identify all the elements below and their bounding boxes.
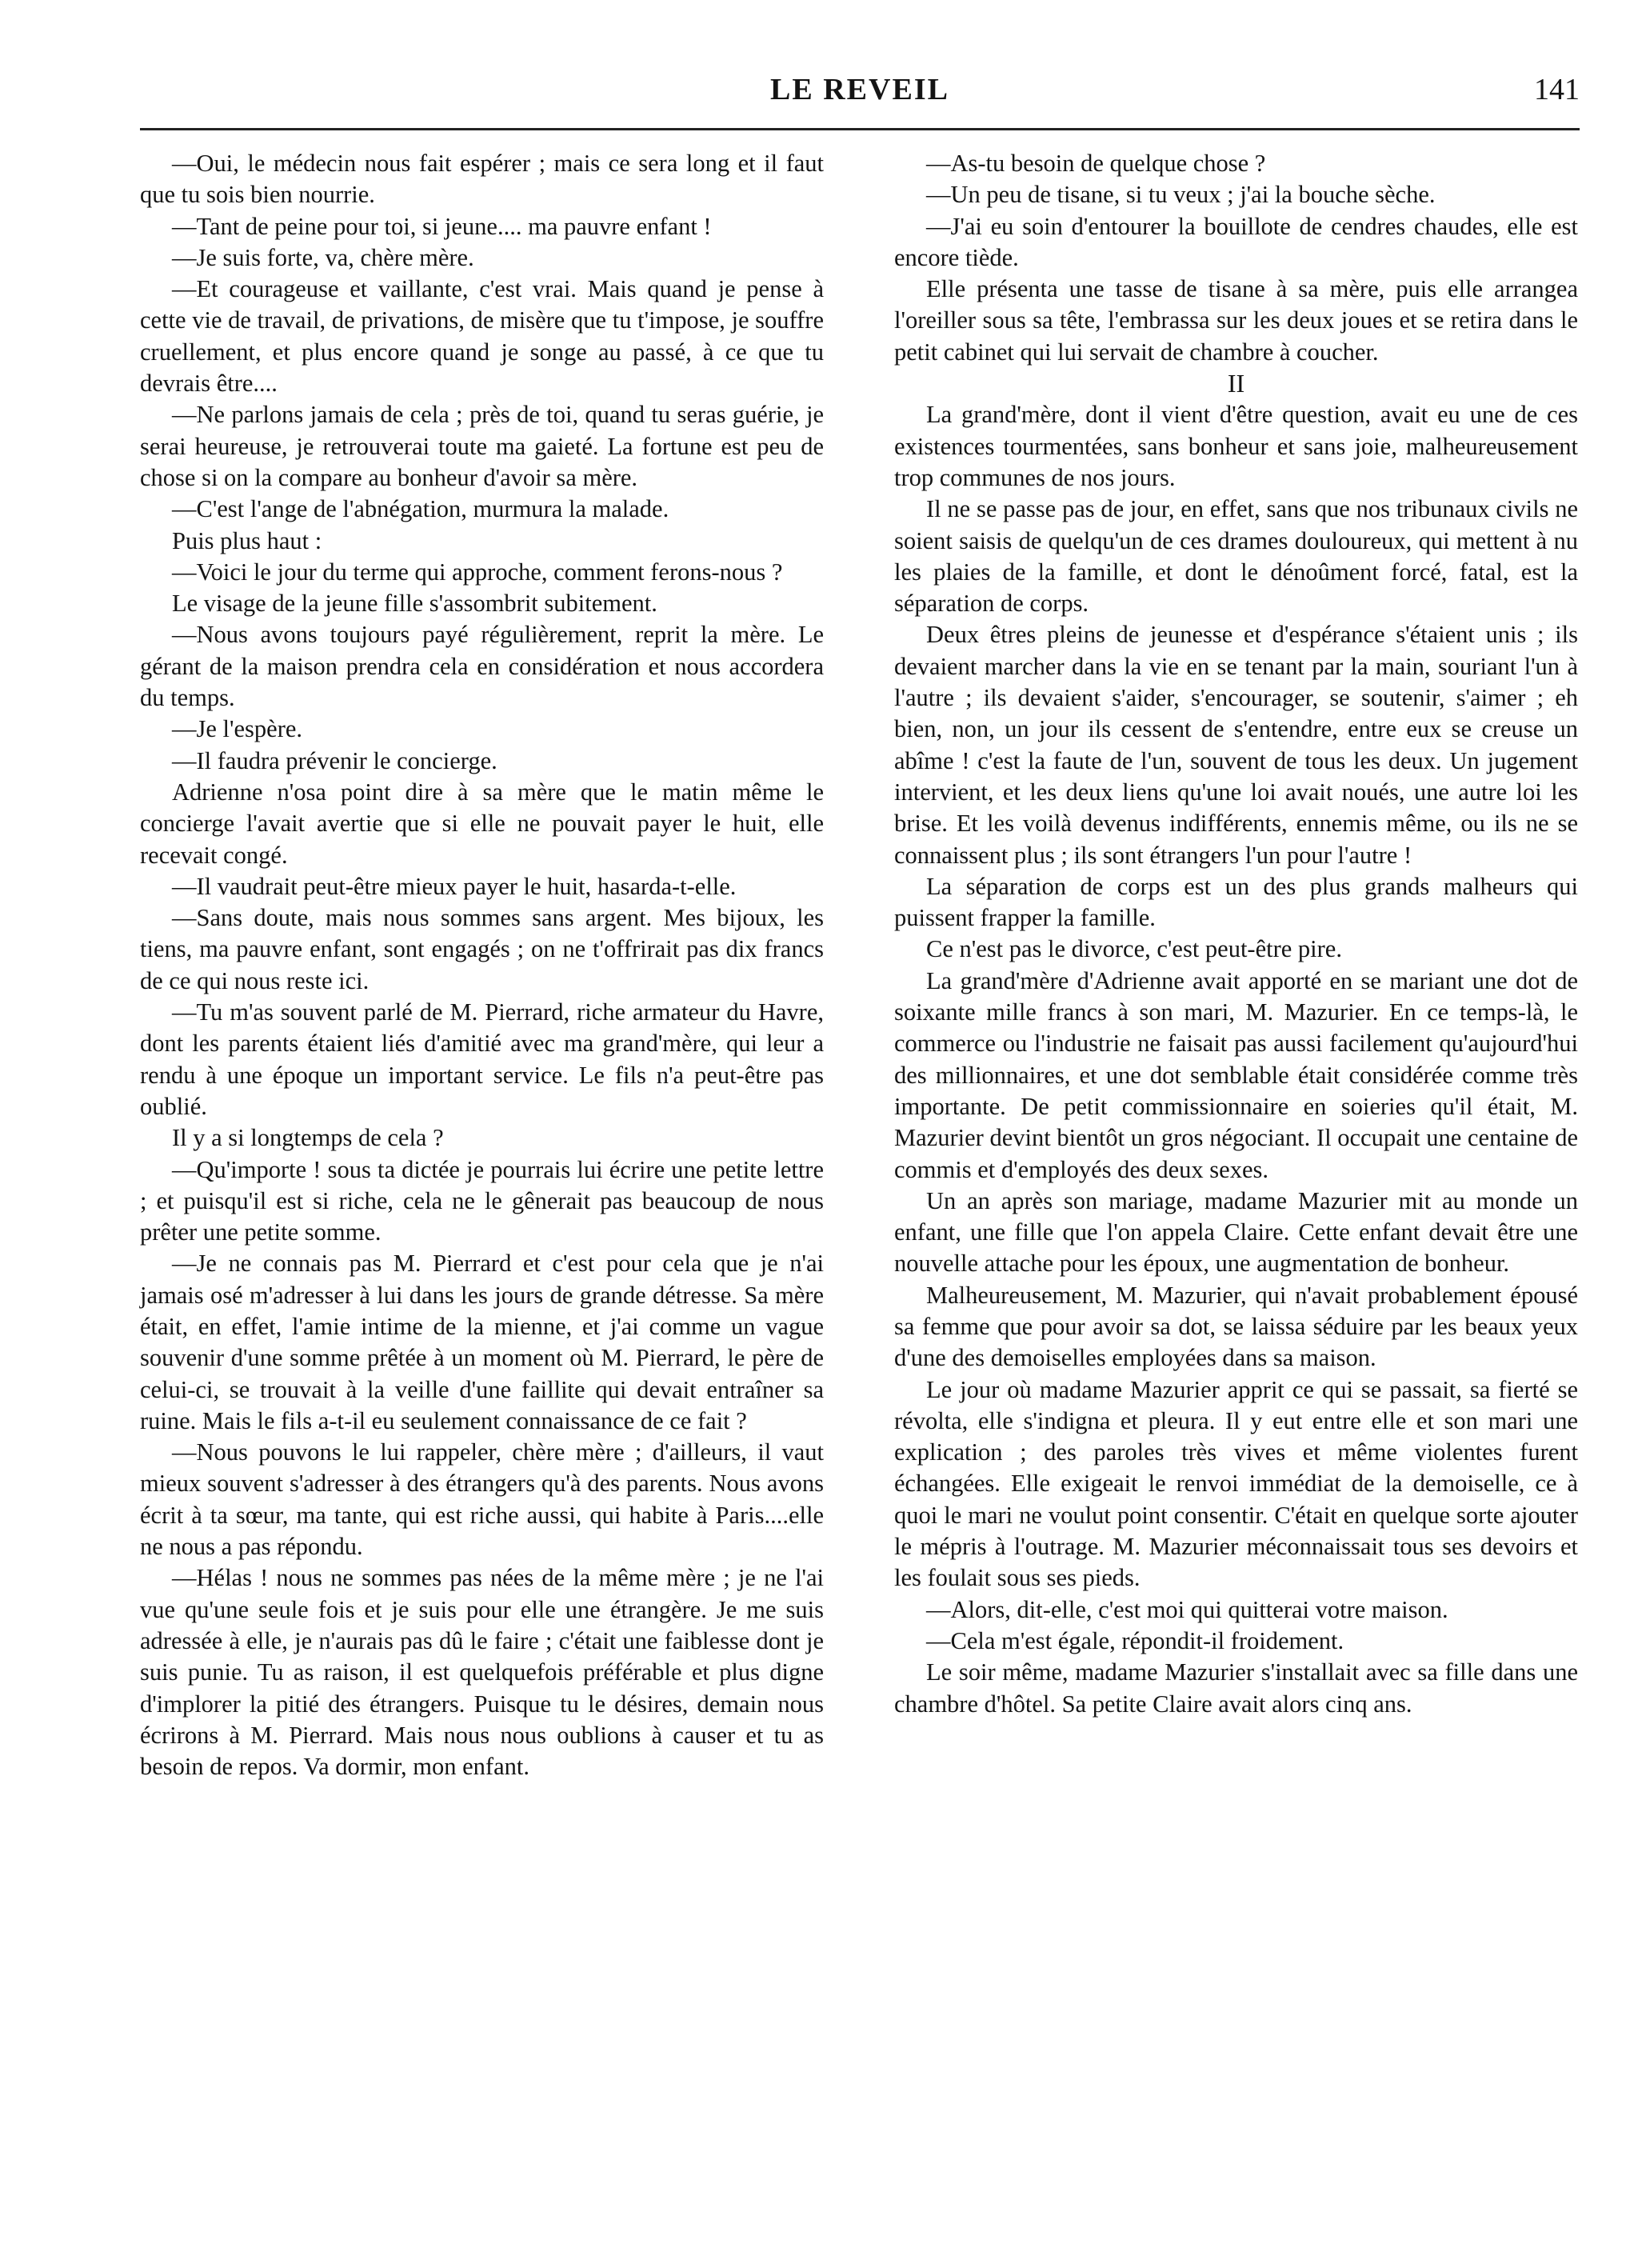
paragraph: —Ne parlons jamais de cela ; près de toi, quand tu seras guérie, je serai heureuse, je retrouverai toute ma gaieté. La fortune est peu de chose si on la compare au bonheur d'avoir sa mère. <box>140 401 824 491</box>
paragraph: Un an après son mariage, madame Mazurier mit au monde un enfant, une fille que l'on appela Claire. Cette enfant devait être une nouvelle attache pour les époux, une augmentation de bonheur. <box>894 1186 1578 1278</box>
paragraph: La grand'mère, dont il vient d'être question, avait eu une de ces existences tourmentées, sans bonheur et sans joie, malheureusement trop communes de nos jours. <box>894 401 1578 491</box>
paragraph: Le jour où madame Mazurier apprit ce qui se passait, sa fierté se révolta, elle s'indigna et pleura. Il y eut entre elle et son mari une explication ; des paroles très vives et même violentes furent échangées. Elle exigeait le renvoi immédiat de la demoiselle, ce à quoi le mari ne voulut point consentir. C'était en quelque sorte ajouter le mépris à l'outrage. M. Mazurier méconnaissait tous ses devoirs et les foulait sous ses pieds. <box>894 1375 1578 1592</box>
header-rule <box>140 128 1580 130</box>
paragraph: —Je ne connais pas M. Pierrard et c'est pour cela que je n'ai jamais osé m'adresser à lui dans les jours de grande détresse. Sa mère était, en effet, l'amie intime de la mienne, et j'ai comme un vague souvenir d'une somme prêtée à un moment où M. Pierrard, le père de celui-ci, se trouvait à la veille d'une faillite qui devait entraîner sa ruine. Mais le fils a-t-il eu seulement connaissance de ce fait ? <box>140 1250 824 1434</box>
paragraph: —Un peu de tisane, si tu veux ; j'ai la bouche sèche. <box>926 181 1436 209</box>
page-header <box>140 72 1580 120</box>
paragraph: —Nous avons toujours payé régulièrement, reprit la mère. Le gérant de la maison prendra cela en considération et nous accordera du temps. <box>140 621 824 712</box>
paragraph: —C'est l'ange de l'abnégation, murmura la malade. <box>172 495 669 523</box>
paragraph: —Hélas ! nous ne sommes pas nées de la même mère ; je ne l'ai vue qu'une seule fois et je suis pour elle une étrangère. Je me suis adressée à elle, je n'aurais pas dû le faire ; c'était une faiblesse dont je suis punie. Tu as raison, il est quelquefois préférable et plus digne d'implorer la pitié des étrangers. Puisque tu le désires, demain nous écrirons à M. Pierrard. Mais nous nous oublions à causer et tu as besoin de repos. Va dormir, mon enfant. <box>140 1564 824 1781</box>
paragraph: —Alors, dit-elle, c'est moi qui quitterai votre maison. <box>926 1595 1448 1623</box>
paragraph: —Il vaudrait peut-être mieux payer le huit, hasarda-t-elle. <box>172 872 737 900</box>
paragraph: Ce n'est pas le divorce, c'est peut-être pire. <box>926 935 1342 963</box>
paragraph: La séparation de corps est un des plus grands malheurs qui puissent frapper la famille. <box>894 872 1578 932</box>
paragraph: —Voici le jour du terme qui approche, comment ferons-nous ? <box>172 558 783 586</box>
paragraph: Le soir même, madame Mazurier s'installait avec sa fille dans une chambre d'hôtel. Sa petite Claire avait alors cinq ans. <box>894 1658 1578 1718</box>
paragraph: Le visage de la jeune fille s'assombrit subitement. <box>172 590 657 618</box>
paragraph: —Je l'espère. <box>172 715 303 743</box>
section-number: II <box>1227 369 1245 398</box>
paragraph: —Sans doute, mais nous sommes sans argent. Mes bijoux, les tiens, ma pauvre enfant, sont engagés ; on ne t'offrirait pas dix francs de ce qui nous reste ici. <box>140 904 824 994</box>
paragraph: —Qu'importe ! sous ta dictée je pourrais lui écrire une petite lettre ; et puisqu'il est si riche, cela ne le gênerait pas beaucoup de nous prêter une petite somme. <box>140 1155 824 1246</box>
paragraph: —As-tu besoin de quelque chose ? <box>926 150 1266 177</box>
paragraph: —J'ai eu soin d'entourer la bouillote de cendres chaudes, elle est encore tiède. <box>894 212 1578 271</box>
paragraph: —Je suis forte, va, chère mère. <box>172 243 474 271</box>
paragraph: —Oui, le médecin nous fait espérer ; mais ce sera long et il faut que tu sois bien nourrie. <box>140 150 824 209</box>
paragraph: —Tu m'as souvent parlé de M. Pierrard, riche armateur du Havre, dont les parents étaient liés d'amitié avec ma grand'mère, qui leur a rendu à une époque un important service. Le fils n'a peut-être pas oublié. <box>140 998 824 1120</box>
paragraph: Adrienne n'osa point dire à sa mère que le matin même le concierge l'avait avertie que si elle ne pouvait payer le huit, elle recevait congé. <box>140 778 824 869</box>
paragraph: Puis plus haut : <box>172 526 322 554</box>
paragraph: —Tant de peine pour toi, si jeune.... ma pauvre enfant ! <box>172 212 712 240</box>
paragraph: La grand'mère d'Adrienne avait apporté en se mariant une dot de soixante mille francs à son mari, M. Mazurier. En ce temps-là, le commerce ou l'industrie ne faisait pas aussi facilement qu'aujourd'hui des millionnaires, et une dot semblable était considérée comme très importante. De petit commissionnaire en soieries qu'il était, M. Mazurier devint bientôt un gros négociant. Il occupait une centaine de commis et d'employés des deux sexes. <box>894 966 1578 1183</box>
paragraph: Il y a si longtemps de cela ? <box>172 1124 444 1152</box>
left-column <box>140 148 824 1782</box>
paragraph: —Cela m'est égale, répondit-il froidement. <box>926 1626 1344 1654</box>
running-title: LE REVEIL <box>770 73 949 106</box>
page-number: 141 <box>1534 73 1580 106</box>
paragraph: Malheureusement, M. Mazurier, qui n'avait probablement épousé sa femme que pour avoir sa dot, se laissa séduire par les beaux yeux d'une des demoiselles employées dans sa maison. <box>894 1281 1578 1372</box>
paragraph: —Et courageuse et vaillante, c'est vrai. Mais quand je pense à cette vie de travail, de privations, de misère que tu t'impose, je souffre cruellement, et plus encore quand je songe au passé, à ce que tu devrais être.... <box>140 275 824 398</box>
paragraph: Deux êtres pleins de jeunesse et d'espérance s'étaient unis ; ils devaient marcher dans la vie en se tenant par la main, souriant l'un à l'autre ; ils devaient s'aider, s'encourager, se soutenir, s'aimer ; eh bien, non, un jour ils cessent de s'entendre, entre eux se creuse un abîme ! c'est la faute de l'un, souvent de tous les deux. Un jugement intervient, et les deux liens qu'une loi avait noués, une autre loi les brise. Et les voilà devenus indifférents, ennemis même, ou ils ne se connaissent plus ; ils sont étrangers l'un pour l'autre ! <box>894 621 1578 869</box>
paragraph: Elle présenta une tasse de tisane à sa mère, puis elle arrangea l'oreiller sous sa tête, l'embrassa sur les deux joues et se retira dans le petit cabinet qui lui servait de chambre à coucher. <box>894 275 1578 366</box>
paragraph: —Nous pouvons le lui rappeler, chère mère ; d'ailleurs, il vaut mieux souvent s'adresser à des étrangers qu'à des parents. Nous avons écrit à ta sœur, ma tante, qui est riche aussi, qui habite à Paris....elle ne nous a pas répondu. <box>140 1438 824 1561</box>
right-column <box>894 148 1578 1720</box>
paragraph: —Il faudra prévenir le concierge. <box>172 746 497 774</box>
paragraph: Il ne se passe pas de jour, en effet, sans que nos tribunaux civils ne soient saisis de quelqu'un de ces drames douloureux, qui mettent à nu les plaies de la famille, et dont le dénoûment forcé, fatal, est la séparation de corps. <box>894 495 1578 618</box>
